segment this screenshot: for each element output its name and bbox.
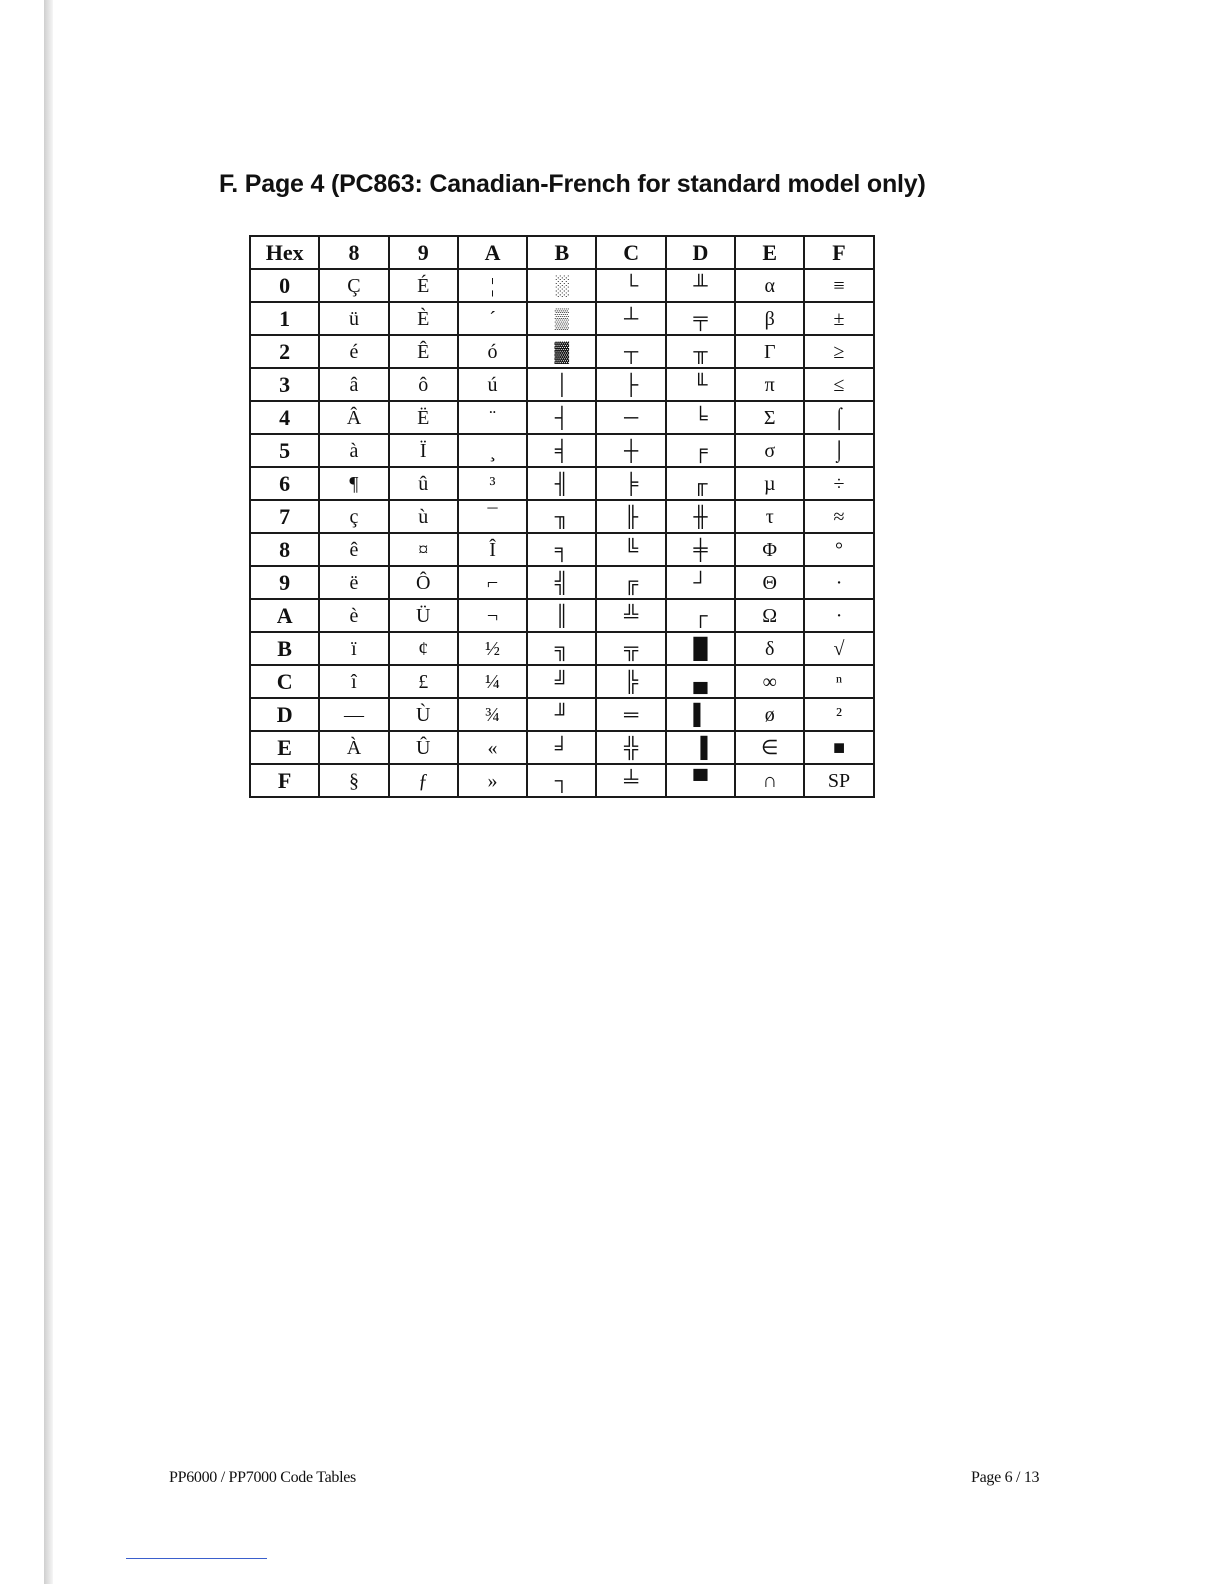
table-row [250, 599, 874, 632]
character-cell: │ [527, 368, 596, 401]
character-cell: ú [458, 368, 527, 401]
character-cell: ╤ [666, 302, 735, 335]
row-header: 5 [250, 434, 319, 467]
row-header: 7 [250, 500, 319, 533]
table-row [250, 500, 874, 533]
character-cell: ≈ [804, 500, 873, 533]
character-cell: ─ [596, 401, 665, 434]
character-cell: Ê [389, 335, 458, 368]
character-cell: ╓ [666, 467, 735, 500]
row-header: 8 [250, 533, 319, 566]
character-cell: ê [319, 533, 388, 566]
character-cell: ³ [458, 467, 527, 500]
table-row [250, 566, 874, 599]
character-cell: é [319, 335, 388, 368]
row-header: 2 [250, 335, 319, 368]
character-cell: à [319, 434, 388, 467]
column-header: F [804, 236, 873, 269]
character-cell: · [804, 599, 873, 632]
table-row [250, 632, 874, 665]
character-cell: ╔ [596, 566, 665, 599]
row-header: 9 [250, 566, 319, 599]
character-cell: ╪ [666, 533, 735, 566]
character-cell: Û [389, 731, 458, 764]
character-cell: è [319, 599, 388, 632]
character-cell: σ [735, 434, 804, 467]
character-cell: ¼ [458, 665, 527, 698]
column-header: A [458, 236, 527, 269]
character-cell: ╚ [596, 533, 665, 566]
character-cell: ⌐ [458, 566, 527, 599]
character-cell: ┤ [527, 401, 596, 434]
table-row [250, 764, 874, 797]
character-cell: ╧ [596, 764, 665, 797]
character-cell: ⁿ [804, 665, 873, 698]
code-table [249, 235, 875, 798]
table-row [250, 434, 874, 467]
character-cell: ∞ [735, 665, 804, 698]
character-cell: ╒ [666, 434, 735, 467]
character-cell: ¶ [319, 467, 388, 500]
character-cell: ≤ [804, 368, 873, 401]
character-cell: └ [596, 269, 665, 302]
character-cell: ¸ [458, 434, 527, 467]
character-cell: µ [735, 467, 804, 500]
character-cell: î [319, 665, 388, 698]
character-cell: Ω [735, 599, 804, 632]
character-cell: ╛ [527, 731, 596, 764]
character-cell: ╜ [527, 698, 596, 731]
column-header: B [527, 236, 596, 269]
character-cell: ÷ [804, 467, 873, 500]
column-header: E [735, 236, 804, 269]
row-header: 1 [250, 302, 319, 335]
character-cell: ¬ [458, 599, 527, 632]
character-cell: ø [735, 698, 804, 731]
code-table-body [250, 269, 874, 797]
row-header: A [250, 599, 319, 632]
character-cell: ╗ [527, 632, 596, 665]
character-cell: ▀ [666, 764, 735, 797]
character-cell: ▓ [527, 335, 596, 368]
character-cell: ½ [458, 632, 527, 665]
character-cell: ¦ [458, 269, 527, 302]
character-cell: ≥ [804, 335, 873, 368]
character-cell: Θ [735, 566, 804, 599]
character-cell: ∈ [735, 731, 804, 764]
character-cell: ░ [527, 269, 596, 302]
table-row [250, 731, 874, 764]
column-header: 8 [319, 236, 388, 269]
character-cell: ╖ [527, 500, 596, 533]
character-cell: û [389, 467, 458, 500]
character-cell: ┘ [666, 566, 735, 599]
footer-title: PP6000 / PP7000 Code Tables [169, 1469, 356, 1486]
character-cell: « [458, 731, 527, 764]
table-row [250, 665, 874, 698]
character-cell: Φ [735, 533, 804, 566]
page-heading: F. Page 4 (PC863: Canadian-French for standard model only) [219, 170, 926, 198]
character-cell: ▒ [527, 302, 596, 335]
character-cell: β [735, 302, 804, 335]
table-row [250, 368, 874, 401]
character-cell: ╞ [596, 467, 665, 500]
character-cell: ║ [527, 599, 596, 632]
character-cell: SP [804, 764, 873, 797]
character-cell: Ü [389, 599, 458, 632]
row-header: E [250, 731, 319, 764]
character-cell: ¯ [458, 500, 527, 533]
row-header: B [250, 632, 319, 665]
character-cell: ² [804, 698, 873, 731]
corner-header: Hex [250, 236, 319, 269]
character-cell: ¾ [458, 698, 527, 731]
character-cell: ≡ [804, 269, 873, 302]
character-cell: ▌ [666, 698, 735, 731]
table-row [250, 269, 874, 302]
character-cell: ∙ [804, 566, 873, 599]
footnote-rule [126, 1558, 267, 1559]
character-cell: ü [319, 302, 388, 335]
column-header: C [596, 236, 665, 269]
character-cell: Ç [319, 269, 388, 302]
character-cell: ╣ [527, 566, 596, 599]
character-cell: ∩ [735, 764, 804, 797]
table-row [250, 401, 874, 434]
character-cell: ƒ [389, 764, 458, 797]
character-cell: ┌ [666, 599, 735, 632]
character-cell: ± [804, 302, 873, 335]
scan-edge [44, 0, 53, 1584]
table-row [250, 533, 874, 566]
character-cell: Σ [735, 401, 804, 434]
character-cell: ç [319, 500, 388, 533]
character-cell: ▐ [666, 731, 735, 764]
table-row [250, 302, 874, 335]
character-cell: Γ [735, 335, 804, 368]
character-cell: ⌠ [804, 401, 873, 434]
character-cell: Ë [389, 401, 458, 434]
row-header: 6 [250, 467, 319, 500]
character-cell: Â [319, 401, 388, 434]
character-cell: √ [804, 632, 873, 665]
character-cell: δ [735, 632, 804, 665]
table-row [250, 698, 874, 731]
character-cell: É [389, 269, 458, 302]
character-cell: ° [804, 533, 873, 566]
row-header: 0 [250, 269, 319, 302]
character-cell: ╦ [596, 632, 665, 665]
character-cell: ├ [596, 368, 665, 401]
character-cell: ⌡ [804, 434, 873, 467]
character-cell: ┼ [596, 434, 665, 467]
character-cell: ╟ [596, 500, 665, 533]
character-cell: α [735, 269, 804, 302]
character-cell: À [319, 731, 388, 764]
character-cell: £ [389, 665, 458, 698]
row-header: D [250, 698, 319, 731]
column-header: D [666, 236, 735, 269]
row-header: C [250, 665, 319, 698]
character-cell: ╝ [527, 665, 596, 698]
character-cell: ╠ [596, 665, 665, 698]
character-cell: — [319, 698, 388, 731]
character-cell: » [458, 764, 527, 797]
character-cell: ┐ [527, 764, 596, 797]
character-cell: ╡ [527, 434, 596, 467]
row-header: F [250, 764, 319, 797]
character-cell: Ù [389, 698, 458, 731]
character-cell: Ô [389, 566, 458, 599]
character-cell: ╫ [666, 500, 735, 533]
character-cell: Ï [389, 434, 458, 467]
table-row [250, 467, 874, 500]
character-cell: ┴ [596, 302, 665, 335]
character-cell: ¢ [389, 632, 458, 665]
row-header: 3 [250, 368, 319, 401]
character-cell: â [319, 368, 388, 401]
character-cell: ╘ [666, 401, 735, 434]
header-row [250, 236, 874, 269]
table-row [250, 335, 874, 368]
character-cell: È [389, 302, 458, 335]
character-cell: ╢ [527, 467, 596, 500]
character-cell: ■ [804, 731, 873, 764]
character-cell: τ [735, 500, 804, 533]
character-cell: ë [319, 566, 388, 599]
character-cell: ╥ [666, 335, 735, 368]
character-cell: ´ [458, 302, 527, 335]
character-cell: ¤ [389, 533, 458, 566]
character-cell: ù [389, 500, 458, 533]
footer-page-number: Page 6 / 13 [971, 1469, 1040, 1486]
character-cell: ╨ [666, 269, 735, 302]
character-cell: ╕ [527, 533, 596, 566]
character-cell: ═ [596, 698, 665, 731]
column-header: 9 [389, 236, 458, 269]
character-cell: § [319, 764, 388, 797]
character-cell: Î [458, 533, 527, 566]
character-cell: ï [319, 632, 388, 665]
row-header: 4 [250, 401, 319, 434]
character-cell: ó [458, 335, 527, 368]
character-cell: ¨ [458, 401, 527, 434]
character-cell: ╩ [596, 599, 665, 632]
character-cell: █ [666, 632, 735, 665]
character-cell: ╬ [596, 731, 665, 764]
character-cell: ┬ [596, 335, 665, 368]
character-cell: ╙ [666, 368, 735, 401]
character-cell: ▄ [666, 665, 735, 698]
character-cell: ô [389, 368, 458, 401]
character-cell: π [735, 368, 804, 401]
